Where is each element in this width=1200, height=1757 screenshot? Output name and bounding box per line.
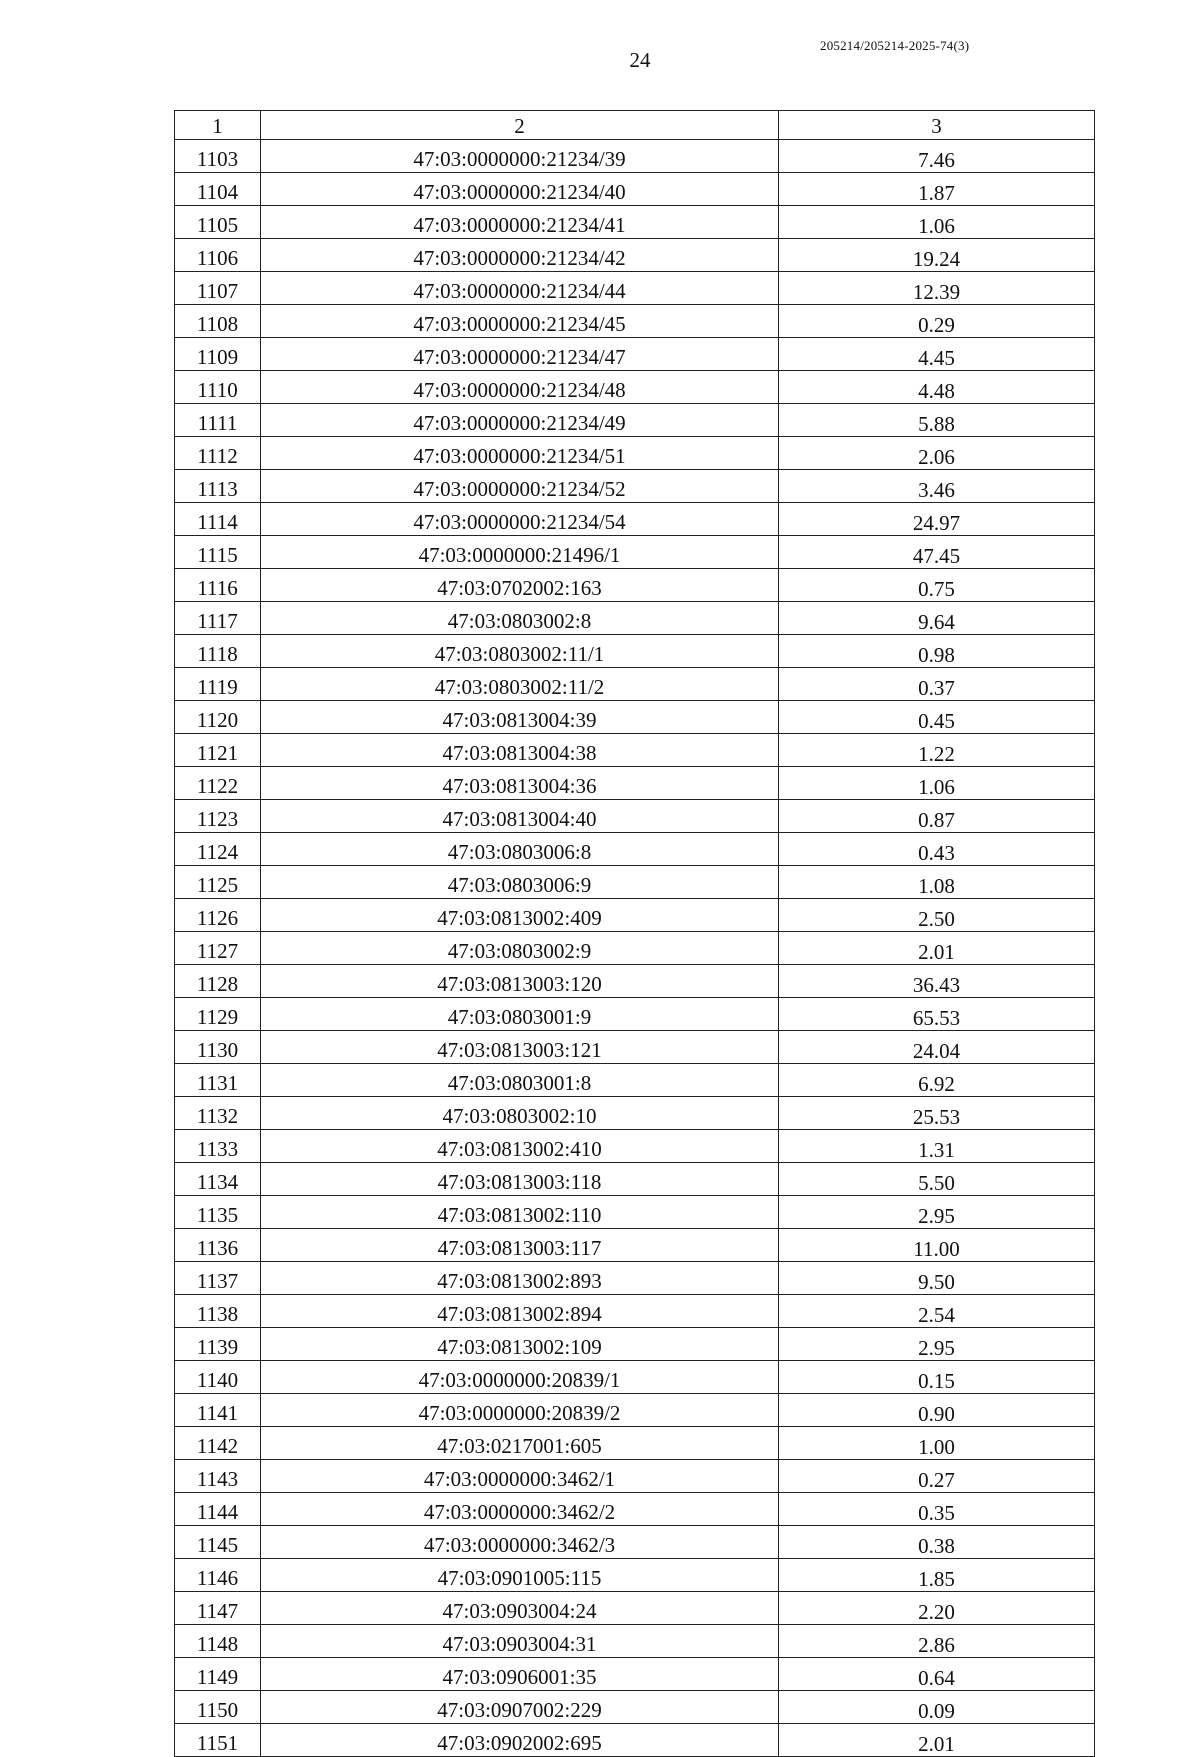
area-value-cell: 0.35: [779, 1493, 1095, 1526]
row-number-cell: 1110: [175, 371, 261, 404]
cadastral-number-cell: 47:03:0907002:229: [261, 1691, 779, 1724]
table-row: [175, 272, 1095, 305]
row-number-cell: 1103: [175, 140, 261, 173]
table-row: [175, 1196, 1095, 1229]
cadastral-number-cell: 47:03:0903004:24: [261, 1592, 779, 1625]
table-row: [175, 338, 1095, 371]
area-value-cell: 7.46: [779, 140, 1095, 173]
table-row: [175, 173, 1095, 206]
cadastral-number-cell: 47:03:0000000:21234/49: [261, 404, 779, 437]
table-row: [175, 668, 1095, 701]
area-value-cell: 2.54: [779, 1295, 1095, 1328]
cadastral-number-cell: 47:03:0000000:21234/47: [261, 338, 779, 371]
row-number-cell: 1136: [175, 1229, 261, 1262]
row-number-cell: 1135: [175, 1196, 261, 1229]
table-row: [175, 833, 1095, 866]
area-value-cell: 0.75: [779, 569, 1095, 602]
cadastral-number-cell: 47:03:0903004:31: [261, 1625, 779, 1658]
table-row: [175, 503, 1095, 536]
cadastral-number-cell: 47:03:0702002:163: [261, 569, 779, 602]
row-number-cell: 1120: [175, 701, 261, 734]
area-value-cell: 0.90: [779, 1394, 1095, 1427]
table-row: [175, 1031, 1095, 1064]
cadastral-number-cell: 47:03:0813002:409: [261, 899, 779, 932]
area-value-cell: 9.50: [779, 1262, 1095, 1295]
row-number-cell: 1121: [175, 734, 261, 767]
cadastral-number-cell: 47:03:0813002:410: [261, 1130, 779, 1163]
area-value-cell: 0.09: [779, 1691, 1095, 1724]
row-number-cell: 1116: [175, 569, 261, 602]
cadastral-number-cell: 47:03:0813004:38: [261, 734, 779, 767]
cadastral-number-cell: 47:03:0000000:21234/42: [261, 239, 779, 272]
cadastral-number-cell: 47:03:0000000:3462/3: [261, 1526, 779, 1559]
area-value-cell: 0.37: [779, 668, 1095, 701]
cadastral-number-cell: 47:03:0902002:695: [261, 1724, 779, 1757]
cadastral-number-cell: 47:03:0803002:11/1: [261, 635, 779, 668]
cadastral-number-cell: 47:03:0000000:21234/45: [261, 305, 779, 338]
area-value-cell: 1.85: [779, 1559, 1095, 1592]
area-value-cell: 1.08: [779, 866, 1095, 899]
area-value-cell: 65.53: [779, 998, 1095, 1031]
row-number-cell: 1111: [175, 404, 261, 437]
area-value-cell: 3.46: [779, 470, 1095, 503]
area-value-cell: 0.64: [779, 1658, 1095, 1691]
cadastral-number-cell: 47:03:0803002:8: [261, 602, 779, 635]
row-number-cell: 1113: [175, 470, 261, 503]
table-row: [175, 998, 1095, 1031]
area-value-cell: 4.45: [779, 338, 1095, 371]
row-number-cell: 1148: [175, 1625, 261, 1658]
column-header: 2: [261, 111, 779, 140]
cadastral-number-cell: 47:03:0000000:21234/51: [261, 437, 779, 470]
area-value-cell: 0.27: [779, 1460, 1095, 1493]
area-value-cell: 11.00: [779, 1229, 1095, 1262]
area-value-cell: 1.06: [779, 767, 1095, 800]
cadastral-number-cell: 47:03:0000000:20839/2: [261, 1394, 779, 1427]
row-number-cell: 1107: [175, 272, 261, 305]
table-row: [175, 866, 1095, 899]
row-number-cell: 1133: [175, 1130, 261, 1163]
table-row: [175, 899, 1095, 932]
cadastral-number-cell: 47:03:0813003:118: [261, 1163, 779, 1196]
cadastral-number-cell: 47:03:0813004:40: [261, 800, 779, 833]
area-value-cell: 24.97: [779, 503, 1095, 536]
row-number-cell: 1126: [175, 899, 261, 932]
area-value-cell: 2.01: [779, 1724, 1095, 1757]
table-row: [175, 767, 1095, 800]
table-row: [175, 305, 1095, 338]
table-row: [175, 206, 1095, 239]
row-number-cell: 1151: [175, 1724, 261, 1757]
cadastral-number-cell: 47:03:0803001:9: [261, 998, 779, 1031]
row-number-cell: 1119: [175, 668, 261, 701]
row-number-cell: 1137: [175, 1262, 261, 1295]
cadastral-number-cell: 47:03:0813002:893: [261, 1262, 779, 1295]
table-row: [175, 635, 1095, 668]
area-value-cell: 2.01: [779, 932, 1095, 965]
table-row: [175, 1460, 1095, 1493]
row-number-cell: 1118: [175, 635, 261, 668]
area-value-cell: 0.38: [779, 1526, 1095, 1559]
area-value-cell: 0.29: [779, 305, 1095, 338]
table-row: [175, 1493, 1095, 1526]
row-number-cell: 1132: [175, 1097, 261, 1130]
area-value-cell: 1.22: [779, 734, 1095, 767]
row-number-cell: 1150: [175, 1691, 261, 1724]
row-number-cell: 1123: [175, 800, 261, 833]
table-row: [175, 239, 1095, 272]
area-value-cell: 1.00: [779, 1427, 1095, 1460]
row-number-cell: 1127: [175, 932, 261, 965]
row-number-cell: 1122: [175, 767, 261, 800]
cadastral-number-cell: 47:03:0901005:115: [261, 1559, 779, 1592]
area-value-cell: 12.39: [779, 272, 1095, 305]
cadastral-number-cell: 47:03:0803002:11/2: [261, 668, 779, 701]
row-number-cell: 1144: [175, 1493, 261, 1526]
cadastral-number-cell: 47:03:0000000:21234/52: [261, 470, 779, 503]
row-number-cell: 1112: [175, 437, 261, 470]
cadastral-number-cell: 47:03:0803002:10: [261, 1097, 779, 1130]
area-value-cell: 0.87: [779, 800, 1095, 833]
table-row: [175, 932, 1095, 965]
table-header-row: [175, 111, 1095, 140]
area-value-cell: 9.64: [779, 602, 1095, 635]
row-number-cell: 1145: [175, 1526, 261, 1559]
area-value-cell: 5.50: [779, 1163, 1095, 1196]
cadastral-number-cell: 47:03:0000000:20839/1: [261, 1361, 779, 1394]
area-value-cell: 6.92: [779, 1064, 1095, 1097]
area-value-cell: 2.95: [779, 1196, 1095, 1229]
cadastral-number-cell: 47:03:0813002:110: [261, 1196, 779, 1229]
row-number-cell: 1146: [175, 1559, 261, 1592]
row-number-cell: 1104: [175, 173, 261, 206]
area-value-cell: 47.45: [779, 536, 1095, 569]
area-value-cell: 2.06: [779, 437, 1095, 470]
table-row: [175, 1394, 1095, 1427]
table-row: [175, 1592, 1095, 1625]
cadastral-number-cell: 47:03:0803002:9: [261, 932, 779, 965]
cadastral-number-cell: 47:03:0000000:21234/41: [261, 206, 779, 239]
table-row: [175, 1427, 1095, 1460]
area-value-cell: 1.06: [779, 206, 1095, 239]
area-value-cell: 24.04: [779, 1031, 1095, 1064]
table-row: [175, 1658, 1095, 1691]
row-number-cell: 1143: [175, 1460, 261, 1493]
cadastral-number-cell: 47:03:0813003:121: [261, 1031, 779, 1064]
table-row: [175, 404, 1095, 437]
row-number-cell: 1130: [175, 1031, 261, 1064]
table-row: [175, 569, 1095, 602]
area-value-cell: 2.20: [779, 1592, 1095, 1625]
table-row: [175, 1526, 1095, 1559]
table-row: [175, 1097, 1095, 1130]
table-row: [175, 701, 1095, 734]
column-header: 1: [175, 111, 261, 140]
row-number-cell: 1124: [175, 833, 261, 866]
cadastral-number-cell: 47:03:0000000:21234/48: [261, 371, 779, 404]
area-value-cell: 0.43: [779, 833, 1095, 866]
row-number-cell: 1141: [175, 1394, 261, 1427]
area-value-cell: 0.45: [779, 701, 1095, 734]
cadastral-number-cell: 47:03:0813002:109: [261, 1328, 779, 1361]
area-value-cell: 2.86: [779, 1625, 1095, 1658]
table-row: [175, 1163, 1095, 1196]
cadastral-number-cell: 47:03:0000000:21234/44: [261, 272, 779, 305]
area-value-cell: 0.15: [779, 1361, 1095, 1394]
cadastral-table: [174, 110, 1095, 1757]
table-body: [175, 140, 1095, 1757]
area-value-cell: 25.53: [779, 1097, 1095, 1130]
table-row: [175, 437, 1095, 470]
row-number-cell: 1109: [175, 338, 261, 371]
page-number: 24: [629, 48, 651, 72]
cadastral-number-cell: 47:03:0000000:21234/40: [261, 173, 779, 206]
cadastral-number-cell: 47:03:0813004:39: [261, 701, 779, 734]
cadastral-number-cell: 47:03:0813003:117: [261, 1229, 779, 1262]
cadastral-number-cell: 47:03:0000000:21496/1: [261, 536, 779, 569]
row-number-cell: 1134: [175, 1163, 261, 1196]
table-row: [175, 965, 1095, 998]
area-value-cell: 0.98: [779, 635, 1095, 668]
row-number-cell: 1149: [175, 1658, 261, 1691]
area-value-cell: 1.87: [779, 173, 1095, 206]
row-number-cell: 1117: [175, 602, 261, 635]
area-value-cell: 19.24: [779, 239, 1095, 272]
table-row: [175, 1724, 1095, 1757]
table-row: [175, 1130, 1095, 1163]
column-header: 3: [779, 111, 1095, 140]
row-number-cell: 1140: [175, 1361, 261, 1394]
area-value-cell: 2.50: [779, 899, 1095, 932]
row-number-cell: 1115: [175, 536, 261, 569]
row-number-cell: 1128: [175, 965, 261, 998]
area-value-cell: 5.88: [779, 404, 1095, 437]
table-row: [175, 470, 1095, 503]
table-row: [175, 1064, 1095, 1097]
cadastral-number-cell: 47:03:0813004:36: [261, 767, 779, 800]
table-row: [175, 536, 1095, 569]
document-code: 205214/205214-2025-74(3): [820, 38, 970, 53]
table-row: [175, 1229, 1095, 1262]
table-row: [175, 1361, 1095, 1394]
table-row: [175, 371, 1095, 404]
cadastral-number-cell: 47:03:0000000:3462/2: [261, 1493, 779, 1526]
row-number-cell: 1139: [175, 1328, 261, 1361]
cadastral-number-cell: 47:03:0813003:120: [261, 965, 779, 998]
table-row: [175, 1328, 1095, 1361]
table-row: [175, 734, 1095, 767]
row-number-cell: 1142: [175, 1427, 261, 1460]
row-number-cell: 1114: [175, 503, 261, 536]
cadastral-number-cell: 47:03:0813002:894: [261, 1295, 779, 1328]
table-row: [175, 1559, 1095, 1592]
row-number-cell: 1106: [175, 239, 261, 272]
row-number-cell: 1138: [175, 1295, 261, 1328]
table-row: [175, 800, 1095, 833]
cadastral-number-cell: 47:03:0000000:3462/1: [261, 1460, 779, 1493]
area-value-cell: 36.43: [779, 965, 1095, 998]
table-row: [175, 140, 1095, 173]
area-value-cell: 1.31: [779, 1130, 1095, 1163]
cadastral-number-cell: 47:03:0217001:605: [261, 1427, 779, 1460]
cadastral-number-cell: 47:03:0803006:8: [261, 833, 779, 866]
cadastral-number-cell: 47:03:0906001:35: [261, 1658, 779, 1691]
row-number-cell: 1105: [175, 206, 261, 239]
table-row: [175, 1262, 1095, 1295]
table-row: [175, 1625, 1095, 1658]
table-row: [175, 1295, 1095, 1328]
row-number-cell: 1125: [175, 866, 261, 899]
table-row: [175, 1691, 1095, 1724]
row-number-cell: 1129: [175, 998, 261, 1031]
cadastral-number-cell: 47:03:0000000:21234/54: [261, 503, 779, 536]
cadastral-number-cell: 47:03:0000000:21234/39: [261, 140, 779, 173]
table-row: [175, 602, 1095, 635]
area-value-cell: 4.48: [779, 371, 1095, 404]
area-value-cell: 2.95: [779, 1328, 1095, 1361]
cadastral-number-cell: 47:03:0803001:8: [261, 1064, 779, 1097]
row-number-cell: 1147: [175, 1592, 261, 1625]
cadastral-number-cell: 47:03:0803006:9: [261, 866, 779, 899]
row-number-cell: 1131: [175, 1064, 261, 1097]
row-number-cell: 1108: [175, 305, 261, 338]
